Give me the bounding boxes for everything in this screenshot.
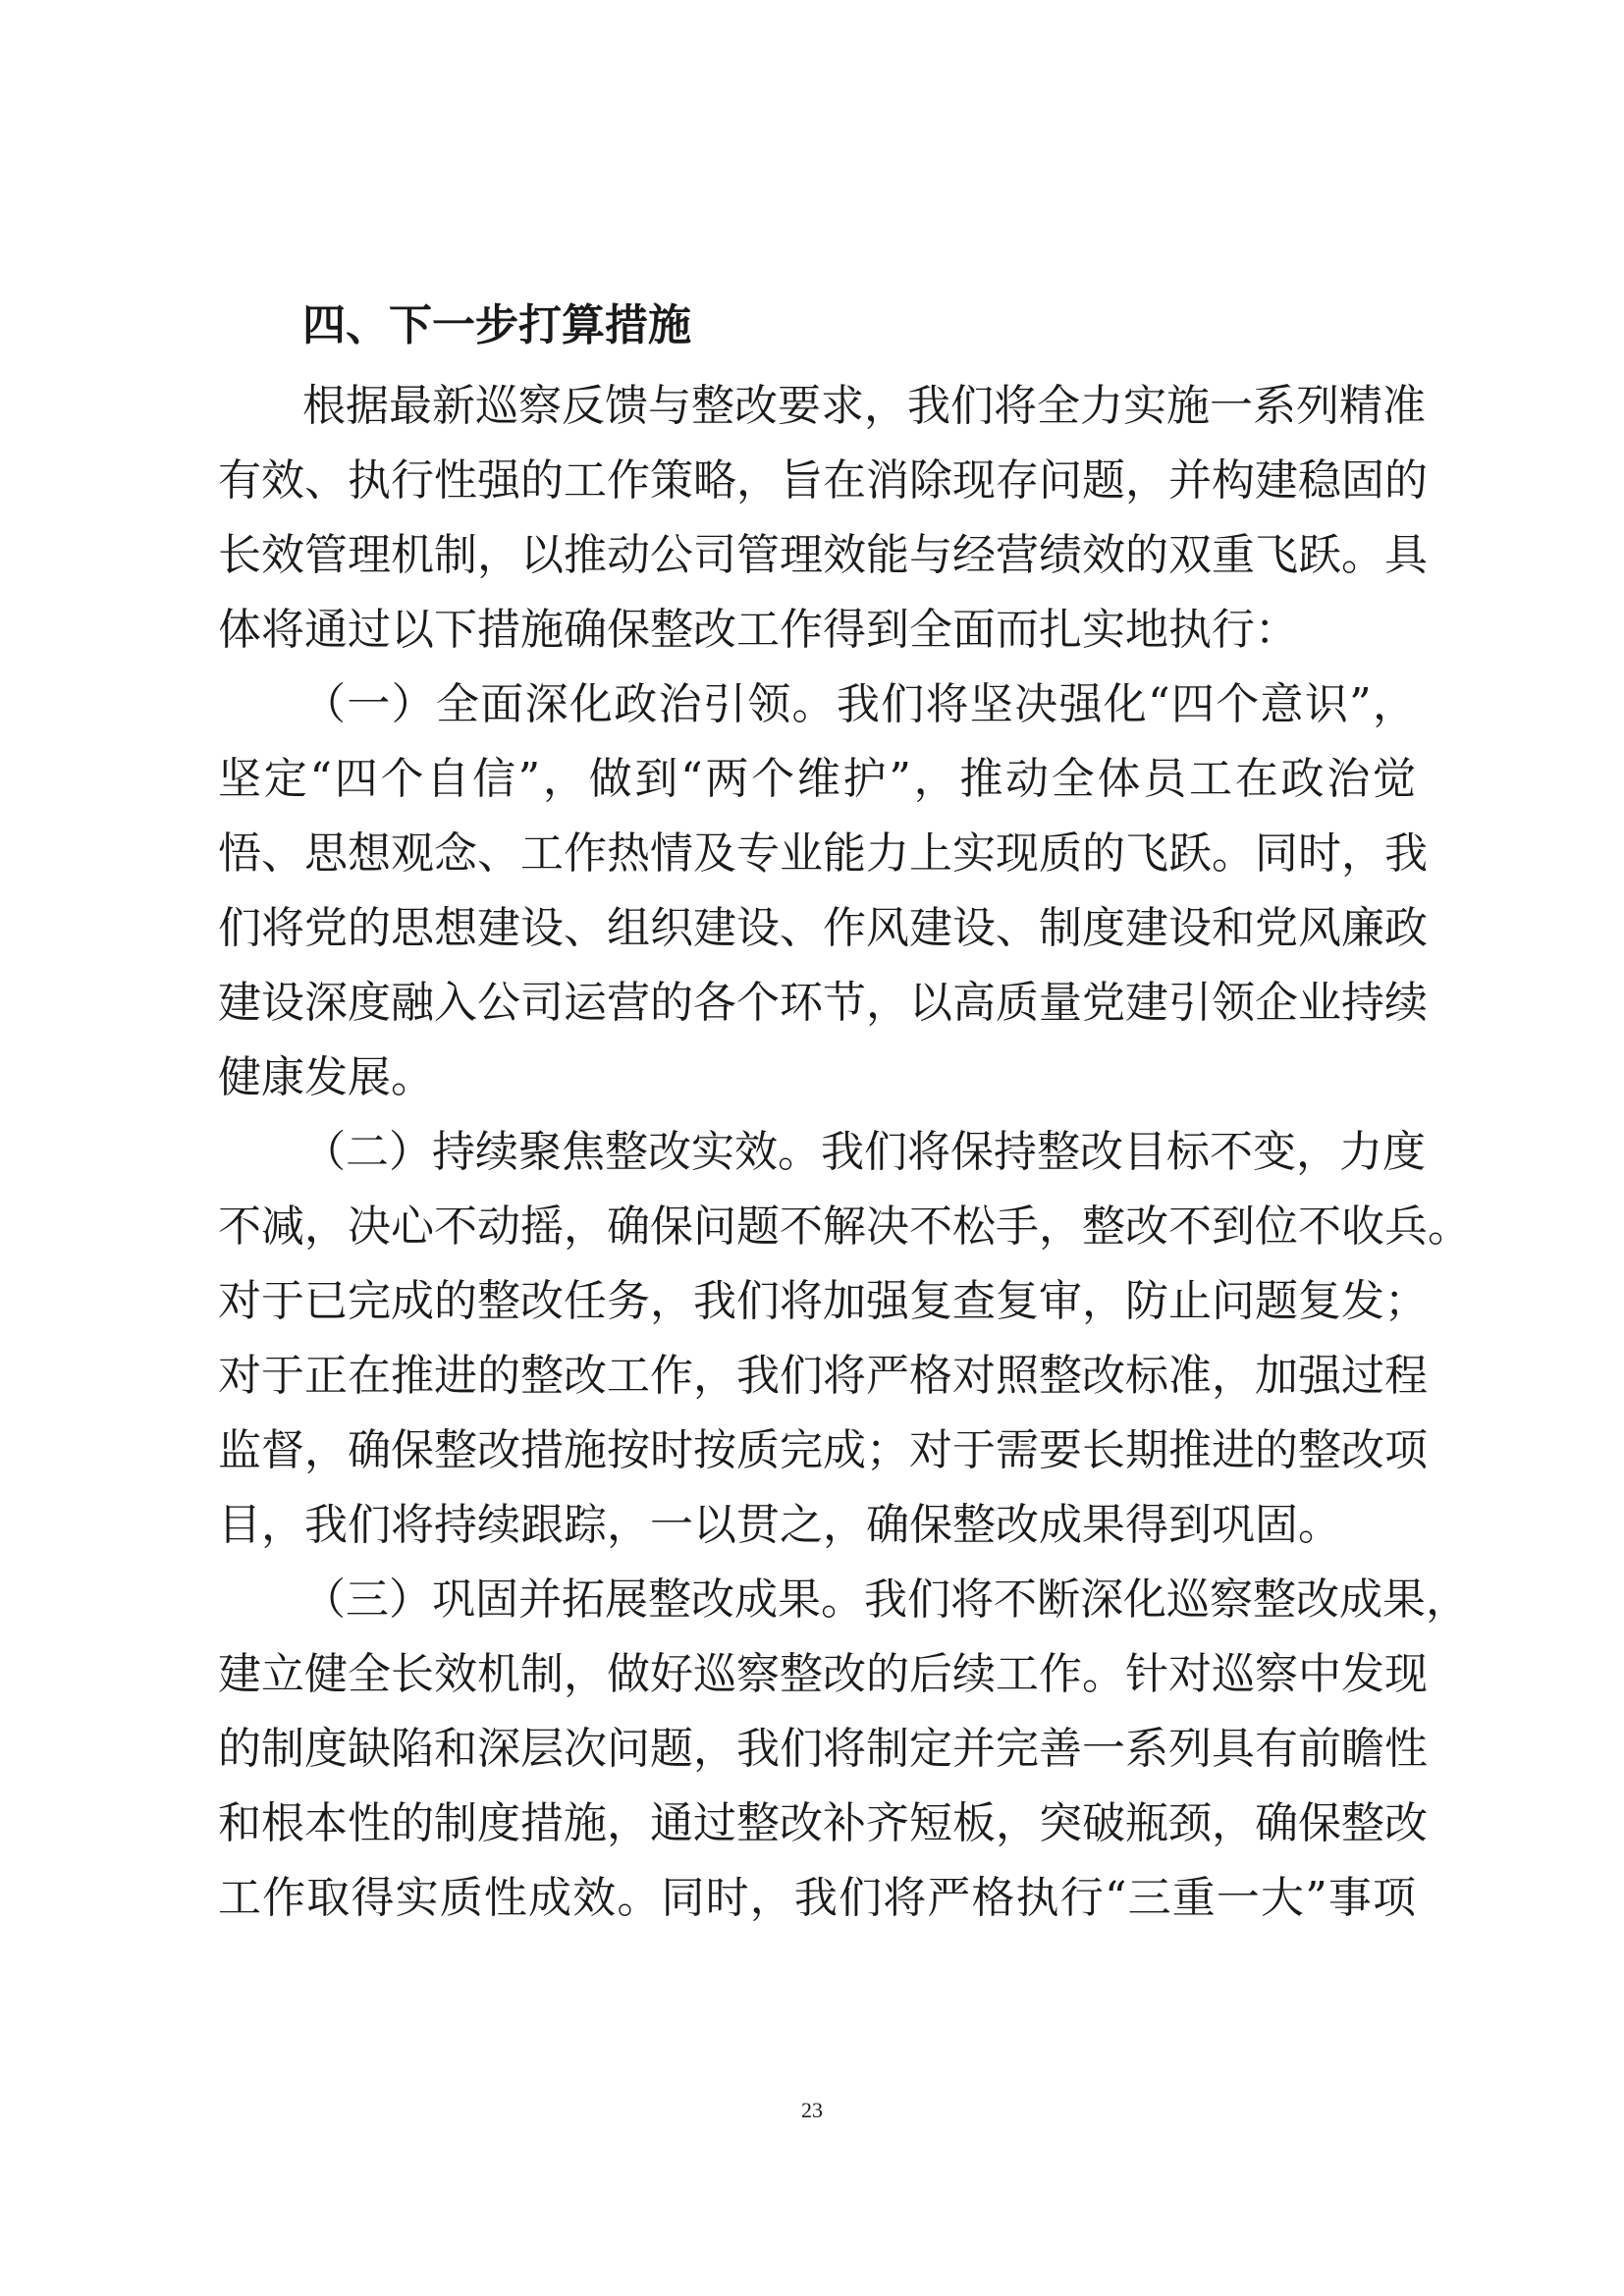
paragraph-two-line-6: 目，我们将持续跟踪，一以贯之，确保整改成果得到巩固。 [218, 1500, 1341, 1550]
paragraph-intro-line-2: 有效、执行性强的工作策略，旨在消除现存问题，并构建稳固的 [218, 455, 1428, 506]
paragraph-one-line-2: 坚定“四个自信”，做到“两个维护”，推动全体员工在政治觉 [218, 754, 1416, 804]
paragraph-three-line-2: 建立健全长效机制，做好巡察整改的后续工作。针对巡察中发现 [218, 1649, 1428, 1699]
paragraph-one-line-1: （一）全面深化政治引领。我们将坚决强化“四个意识”， [302, 679, 1416, 729]
paragraph-two-line-3: 对于已完成的整改任务，我们将加强复查复审，防止问题复发； [218, 1276, 1428, 1326]
paragraph-intro-line-4: 体将通过以下措施确保整改工作得到全面而扎实地执行： [218, 605, 1298, 655]
paragraph-one-line-3: 悟、思想观念、工作热情及专业能力上实现质的飞跃。同时，我 [218, 828, 1428, 879]
paragraph-intro-line-1: 根据最新巡察反馈与整改要求，我们将全力实施一系列精准 [302, 381, 1426, 431]
paragraph-one-line-6: 健康发展。 [218, 1052, 434, 1102]
paragraph-two-line-1: （二）持续聚焦整改实效。我们将保持整改目标不变，力度 [302, 1127, 1426, 1177]
paragraph-three-line-4: 和根本性的制度措施，通过整改补齐短板，突破瓶颈，确保整改 [218, 1798, 1428, 1848]
paragraph-one-line-4: 们将党的思想建设、组织建设、作风建设、制度建设和党风廉政 [218, 903, 1428, 953]
paragraph-intro-line-3: 长效管理机制，以推动公司管理效能与经营绩效的双重飞跃。具 [218, 530, 1428, 580]
paragraph-two-line-2: 不减，决心不动摇，确保问题不解决不松手，整改不到位不收兵。 [218, 1201, 1471, 1252]
paragraph-two-line-4: 对于正在推进的整改工作，我们将严格对照整改标准，加强过程 [218, 1351, 1428, 1401]
paragraph-two-line-5: 监督，确保整改措施按时按质完成；对于需要长期推进的整改项 [218, 1425, 1428, 1475]
paragraph-three-line-3: 的制度缺陷和深层次问题，我们将制定并完善一系列具有前瞻性 [218, 1724, 1428, 1774]
paragraph-three-line-1: （三）巩固并拓展整改成果。我们将不断深化巡察整改成果， [302, 1575, 1469, 1625]
page-number: 23 [801, 2098, 823, 2122]
paragraph-one-line-5: 建设深度融入公司运营的各个环节，以高质量党建引领企业持续 [218, 978, 1428, 1028]
section-heading: 四、下一步打算措施 [302, 300, 691, 350]
paragraph-three-line-5: 工作取得实质性成效。同时，我们将严格执行“三重一大”事项 [218, 1873, 1416, 1923]
